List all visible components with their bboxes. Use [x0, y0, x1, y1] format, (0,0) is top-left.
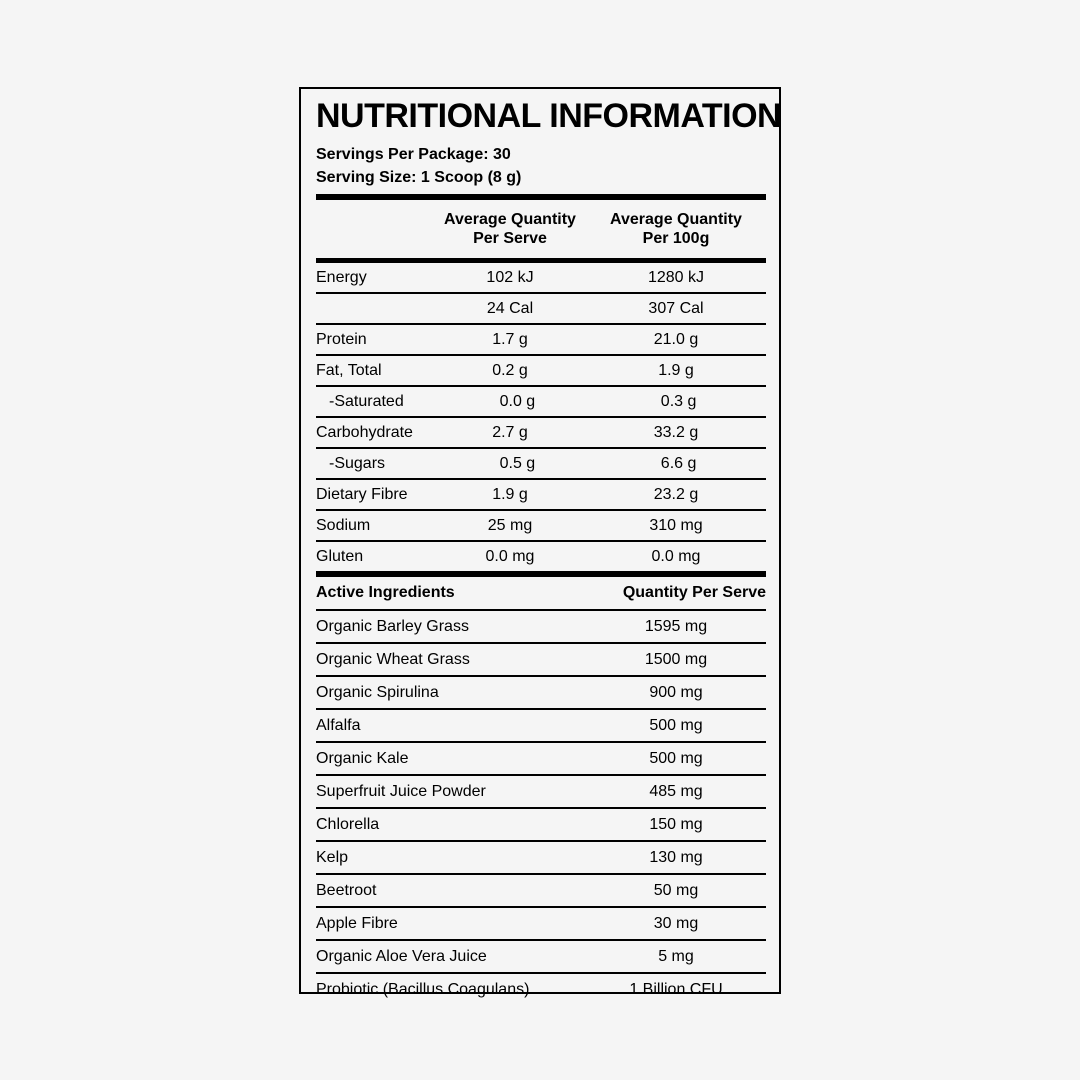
active-ingredient-row [316, 941, 766, 972]
nutrition-header-row [316, 200, 766, 258]
nutrient-per-serve: 25 mg [487, 516, 533, 534]
ingredient-name: Chlorella [316, 815, 380, 833]
nutrient-name: Energy [316, 268, 367, 286]
active-ingredient-row [316, 875, 766, 906]
ingredient-name: Organic Aloe Vera Juice [316, 947, 487, 965]
active-ingredients-table [316, 609, 766, 1005]
ingredient-quantity: 500 mg [649, 716, 703, 734]
nutrient-per-100g: 21.0 g [653, 330, 699, 348]
nutrient-name: Carbohydrate [316, 423, 413, 441]
nutrient-per-serve: 0.0 g [499, 392, 536, 410]
nutrient-per-100g: 1.9 g [658, 361, 694, 379]
active-ingredients-header [316, 577, 766, 609]
nutrient-name: -Saturated [329, 392, 404, 410]
nutrient-row [316, 480, 766, 509]
nutrient-name: -Sugars [329, 454, 386, 472]
ingredient-quantity: 900 mg [649, 683, 703, 701]
active-ingredient-row [316, 743, 766, 774]
nutrient-per-100g: 6.6 g [660, 454, 697, 472]
ingredient-name: Organic Barley Grass [316, 617, 469, 635]
nutrient-table [316, 263, 766, 571]
nutrient-per-serve: 0.2 g [492, 361, 528, 379]
nutrient-per-100g: 23.2 g [653, 485, 699, 503]
nutrient-per-serve: 102 kJ [486, 268, 534, 286]
ingredient-quantity: 5 mg [658, 947, 694, 965]
active-ingredient-row [316, 611, 766, 642]
ingredient-name: Organic Wheat Grass [316, 650, 470, 668]
ingredient-quantity: 1500 mg [644, 650, 708, 668]
ingredient-quantity: 130 mg [649, 848, 703, 866]
active-ingredient-row [316, 677, 766, 708]
nutrient-row [316, 263, 766, 292]
ingredient-quantity: 150 mg [649, 815, 703, 833]
nutrient-row [316, 449, 766, 478]
nutrient-per-100g: 0.0 mg [651, 547, 701, 565]
nutrient-per-serve: 0.0 mg [485, 547, 535, 565]
header-per-100g [586, 210, 766, 248]
header-per-100g-line2: Per 100g [642, 230, 710, 247]
ingredient-name: Organic Spirulina [316, 683, 439, 701]
nutrient-name: Fat, Total [316, 361, 382, 379]
servings-per-package: Servings Per Package: 30 [316, 146, 511, 163]
nutrient-per-100g: 310 mg [649, 516, 703, 534]
nutrient-row [316, 294, 766, 323]
nutrient-per-serve: 0.5 g [499, 454, 536, 472]
active-ingredient-row [316, 809, 766, 840]
nutrition-panel [299, 87, 782, 998]
nutrient-per-serve: 1.7 g [492, 330, 528, 348]
ingredient-quantity: 1595 mg [644, 617, 708, 635]
nutrient-per-100g: 307 Cal [648, 299, 704, 317]
active-ingredient-row [316, 974, 766, 1005]
header-per-serve-line2: Per Serve [473, 230, 547, 247]
nutrient-per-100g: 33.2 g [653, 423, 699, 441]
quantity-per-serve-label: Quantity Per Serve [622, 584, 766, 601]
nutrient-row [316, 511, 766, 540]
header-per-serve-line1: Average Quantity [444, 211, 576, 228]
ingredient-name: Alfalfa [316, 716, 361, 734]
nutrient-per-100g: 0.3 g [660, 392, 697, 410]
ingredient-quantity: 50 mg [653, 881, 699, 899]
nutrient-name: Sodium [316, 516, 371, 534]
active-ingredient-row [316, 644, 766, 675]
ingredient-quantity: 1 Billion CFU [629, 980, 723, 998]
ingredient-name: Beetroot [316, 881, 377, 899]
ingredient-name: Kelp [316, 848, 349, 866]
ingredient-name: Probiotic (Bacillus Coagulans) [316, 980, 530, 998]
active-ingredient-row [316, 908, 766, 939]
ingredient-quantity: 500 mg [649, 749, 703, 767]
ingredient-name: Superfruit Juice Powder [316, 782, 486, 800]
ingredient-quantity: 30 mg [653, 914, 699, 932]
ingredient-name: Organic Kale [316, 749, 409, 767]
nutrition-panel-content [316, 89, 782, 1005]
nutrient-per-serve: 1.9 g [492, 485, 528, 503]
active-ingredient-row [316, 842, 766, 873]
nutrient-per-serve: 2.7 g [492, 423, 528, 441]
nutrient-row [316, 542, 766, 571]
ingredient-name: Apple Fibre [316, 914, 398, 932]
nutrient-row [316, 325, 766, 354]
header-per-100g-line1: Average Quantity [610, 211, 742, 228]
nutrient-name: Dietary Fibre [316, 485, 408, 503]
serving-size: Serving Size: 1 Scoop (8 g) [316, 169, 522, 186]
nutrient-row [316, 387, 766, 416]
panel-title: NUTRITIONAL INFORMATION [316, 97, 782, 135]
active-ingredient-row [316, 776, 766, 807]
nutrient-per-serve: 24 Cal [486, 299, 534, 317]
ingredient-quantity: 485 mg [649, 782, 703, 800]
nutrient-name: Protein [316, 330, 367, 348]
nutrient-per-100g: 1280 kJ [647, 268, 705, 286]
nutrient-name: Gluten [316, 547, 364, 565]
header-per-serve [434, 210, 586, 248]
active-ingredients-label: Active Ingredients [316, 584, 455, 601]
nutrient-row [316, 418, 766, 447]
nutrient-row [316, 356, 766, 385]
active-ingredient-row [316, 710, 766, 741]
